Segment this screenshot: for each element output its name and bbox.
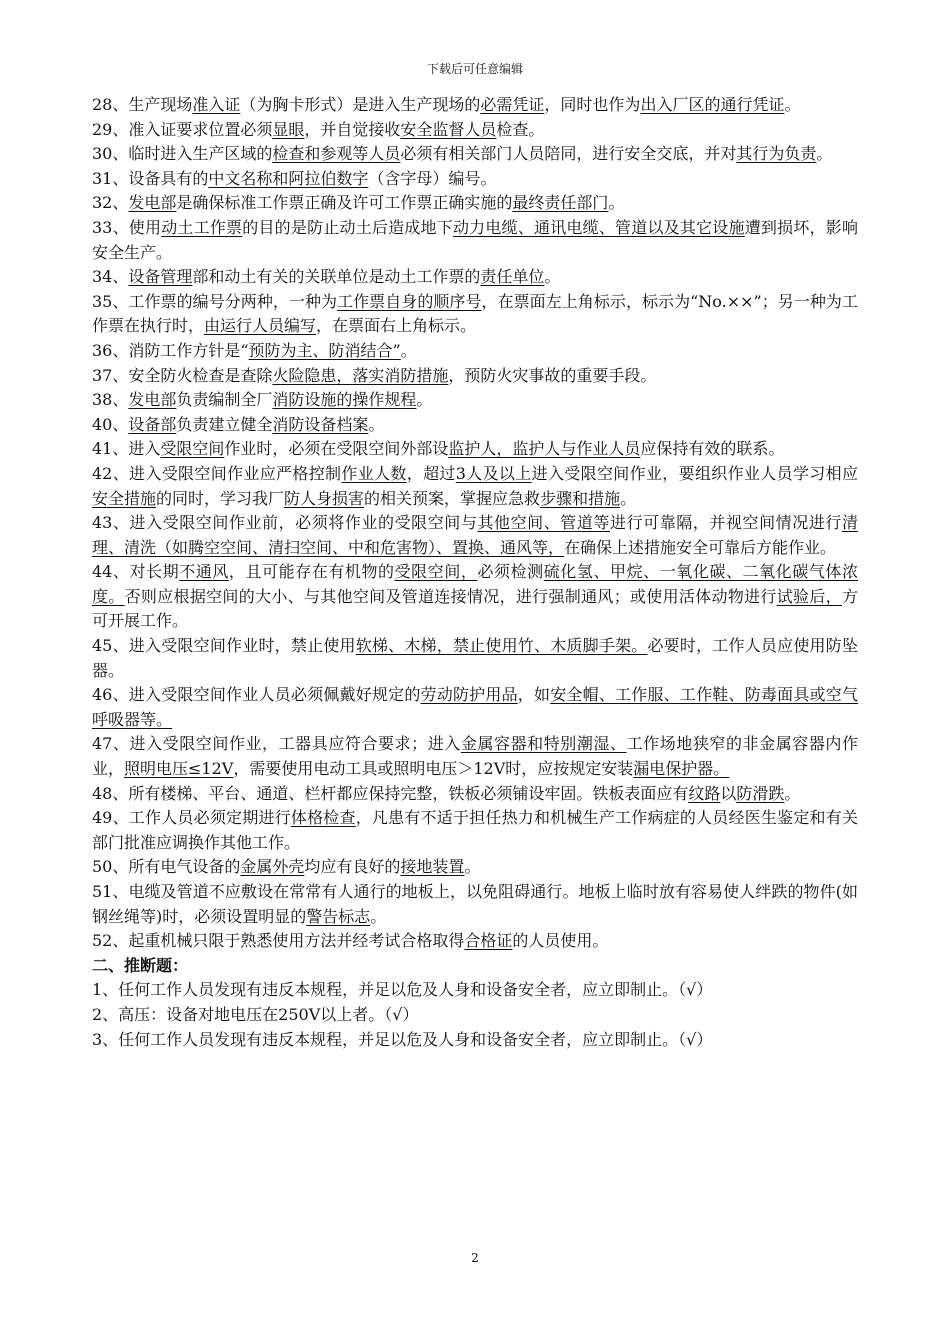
item-text: 40、 [92,414,129,434]
underlined-answer: 设备管理 [128,267,193,287]
underlined-answer: 必需凭证 [480,95,545,114]
underlined-answer: 显眼 [272,119,305,139]
page-header: 下载后可任意编辑 [426,62,523,76]
underlined-answer: 其他空间、管道等 [477,513,610,533]
item-text: ，且可能存在有机物的 [228,562,395,582]
item-text: 遭到损坏，影响安全生产。 [92,217,858,262]
list-item [92,683,858,732]
item-text: 作业时，必须在受限空间外部设 [224,439,449,459]
list-item [92,265,858,290]
item-text: 48、所有楼梯、平台、通道、栏杆都应保持完整，铁板必须铺设牢固。铁板表面应有 [92,783,689,803]
item-text: 必须有相关部门人员陪同，进行安全交底，并对 [400,144,737,164]
item-text: 28、生产现场 [92,95,193,114]
item-text: （为胸卡形式）是进入生产现场的 [240,95,481,114]
list-item [92,782,858,807]
item-text: （含字母）编号。 [368,168,497,188]
item-text: 。 [608,193,625,213]
item-text: 45、进入受限空间作业时，禁止使用 [92,636,356,656]
underlined-answer: 接地装置 [400,857,465,877]
item-text: 31、设备具有的 [92,168,209,188]
true-false-items [92,978,858,1052]
item-text: 41、进入 [92,439,161,459]
item-text: 44、对长期 [92,562,180,582]
item-text: 。 [816,144,833,164]
item-text: 方可开展工作。 [92,586,858,631]
item-text: 检查。 [496,119,545,139]
item-text: ，同时也作为 [544,95,641,114]
list-item [92,462,858,511]
underlined-answer: 防滑跌 [736,783,785,803]
item-text: 35、工作票的编号分两种，一种为 [92,291,338,311]
underlined-answer: 漏电保护器。 [633,759,730,779]
item-text: 29、准入证要求位置必须 [92,119,273,139]
list-item [92,560,858,634]
document-body [92,93,858,1052]
list-item [92,167,858,192]
underlined-answer: 安全措施 [92,488,157,508]
underlined-answer: 纹路 [688,783,721,803]
item-text: 必要时，工作人员应使用防坠器。 [92,636,858,680]
underlined-answer: 出入厂区的通行凭证 [640,95,785,114]
underlined-answer: 受限空间 [160,439,225,459]
section-heading: 二、推断题： [92,955,189,975]
item-text: ，预防火灾事故的重要手段。 [448,365,657,385]
item-text: 37、安全防火检查是查除 [92,365,273,385]
page-number: 2 [471,1251,479,1265]
list-item [92,929,858,954]
item-text: 。 [368,414,385,434]
item-text: 49、工作人员必须定期进行 [92,808,291,828]
item-text: 。 [544,267,561,287]
underlined-answer: 责任单位 [480,267,545,287]
item-text: 33、使用 [92,217,162,237]
item-text: 50、所有电气设备的 [92,857,241,877]
list-item [92,437,858,462]
underlined-answer: 照明电压≤12V [124,759,234,779]
underlined-answer: 试验后， [776,586,842,606]
list-item [92,216,858,265]
item-text: 负责编制全厂 [176,390,273,410]
underlined-answer: 安全监督人员 [400,119,497,139]
underlined-answer: 监护人，监护人与作业人员 [448,439,641,459]
underlined-answer: 最终责任部门 [512,193,609,213]
item-text: 部和动土有关的关联单位是动土工作票的 [192,267,481,287]
item-text: 51、电缆及管道不应敷设在常常有人通行的地板上，以免阻碍通行。地板上临时放有容易使人绊跌的物件(如钢丝绳等)时，必须设置明显的 [92,882,858,926]
item-text: 38、 [92,390,129,410]
underlined-answer: 工作票自身的顺序号 [337,291,482,311]
item-text: 46、进入受限空间作业人员必须佩戴好规定的 [92,685,421,705]
item-text: ，在票面左上角标示，标示为“No.××”；另一种为工作票在执行时， [92,291,858,336]
item-text: ，如 [517,685,551,705]
list-item [92,388,858,413]
underlined-answer: 不通风 [179,562,229,582]
item-text: 的人员使用。 [512,931,609,951]
list-item [92,142,858,167]
underlined-answer: 火险隐患，落实消防措施 [272,365,449,385]
list-item: 3、任何工作人员发现有违反本规程，并足以危及人身和设备安全者，应立即制止。（√） [92,1029,713,1049]
item-text: 32、 [92,193,129,213]
list-item [92,634,858,683]
underlined-answer: 消防设施的操作规程 [272,390,417,410]
item-text: 均应有良好的 [304,857,401,877]
item-text: ，在票面右上角标示。 [316,316,477,336]
item-text: 。 [784,95,801,114]
underlined-answer: 设备部 [128,414,177,434]
item-text: 43、进入受限空间作业前，必须将作业的受限空间与 [92,513,478,533]
underlined-answer: 受限空间， [394,562,478,582]
item-text: 负责建立健全 [176,414,273,434]
underlined-answer: 安全帽、工作服、工作鞋、防毒面具或空气呼吸器等。 [92,685,858,729]
item-text: ，并自觉接收 [304,119,401,139]
list-item [92,118,858,143]
item-text: ，凡患有不适于担任热力和机械生产工作病症的人员经医生鉴定和有关部门批准应调换作其他工作。 [92,808,858,852]
item-text: 进行可靠隔，并视空间情况进行 [610,513,842,533]
item-text: 的相关预案，掌握应急救 [364,488,541,508]
item-text: 进入受限空间作业，要组织作业人员学习相应 [531,463,858,483]
item-text: 30、临时进入生产区域的 [92,144,273,164]
item-text: ，需要使用电动工具或照明电压＞12V时，应按规定安装 [233,759,634,779]
underlined-answer: 金属容器和特别潮湿、 [460,734,627,754]
item-text: 。 [620,488,637,508]
list-item: 2、高压：设备对地电压在250V以上者。（√） [92,1004,419,1024]
underlined-answer: 3人及以上 [455,463,532,483]
underlined-answer: 检查和参观等人员 [272,144,401,164]
list-item [92,855,858,880]
list-item [92,511,858,560]
item-text: 34、 [92,267,129,287]
item-text: 的目的是防止动土后造成地下 [242,217,453,237]
item-text: 52、起重机械只限于熟悉使用方法并经考试合格取得 [92,931,465,951]
item-text: 应保持有效的联系。 [640,439,785,459]
item-text: 36、消防工作方针是“ [92,340,249,360]
list-item [92,732,858,781]
list-item [92,413,858,438]
item-text: 。 [464,857,481,877]
underlined-answer: 预防为主、防消结合” [248,340,401,360]
item-text: 以 [720,783,737,803]
underlined-answer: 体格检查 [290,808,356,828]
item-text: ，超过 [406,463,456,483]
list-item [92,290,858,339]
item-text: 是确保标准工作票正确及许可工作票正确实施的 [176,193,513,213]
underlined-answer: 发电部 [128,390,177,410]
underlined-answer: 准入证 [192,95,241,114]
list-item [92,880,858,929]
item-text: 工作场地狭窄的非金属容器内作业， [92,734,858,779]
list-item [92,339,858,364]
underlined-answer: 消防设备档案 [272,414,369,434]
underlined-answer: 作业人数 [341,463,407,483]
item-text: 必须检测 [477,562,544,582]
underlined-answer: 中文名称和阿拉伯数字 [208,168,369,188]
item-text: 在确保上述措施安全可靠后方能作业。 [564,537,837,557]
underlined-answer: 硫化氢、甲烷、一氧化碳、二氧化碳气体浓度。 [92,562,858,606]
list-item [92,806,858,855]
item-text: 42、进入受限空间作业应严格控制 [92,463,342,483]
underlined-answer: 发电部 [128,193,177,213]
item-text: 否则应根据空间的大小、与其他空间及管道连接情况，进行强制通风；或使用活体动物进行 [124,586,777,606]
underlined-answer: 合格证 [464,931,513,951]
underlined-answer: 软梯、木梯，禁止使用竹、木质脚手架。 [355,636,648,656]
item-text: 。 [416,390,433,410]
item-text: 的同时，学习我厂 [156,488,285,508]
underlined-answer: 警告标志 [306,906,371,926]
underlined-answer: 其行为负责 [736,144,817,164]
item-text: 。 [370,906,387,926]
list-item [92,191,858,216]
item-text: 。 [784,783,801,803]
fill-in-items [92,93,858,954]
underlined-answer: 动土工作票 [161,217,243,237]
underlined-answer: 劳动防护用品 [420,685,518,705]
underlined-answer: 金属外壳 [240,857,305,877]
item-text: 。 [400,340,417,360]
underlined-answer: 防人身损害 [284,488,365,508]
item-text: 47、进入受限空间作业，工器具应符合要求；进入 [92,734,461,754]
list-item [92,93,858,118]
underlined-answer: 步骤和措施 [540,488,621,508]
underlined-answer: 由运行人员编写 [204,316,317,336]
list-item [92,364,858,389]
list-item: 1、任何工作人员发现有违反本规程，并足以危及人身和设备安全者，应立即制止。（√） [92,980,713,1000]
underlined-answer: 清理、清洗（如腾空空间、清扫空间、中和危害物）、置换、通风等， [92,513,858,557]
underlined-answer: 动力电缆、通讯电缆、管道以及其它设施 [452,217,745,237]
